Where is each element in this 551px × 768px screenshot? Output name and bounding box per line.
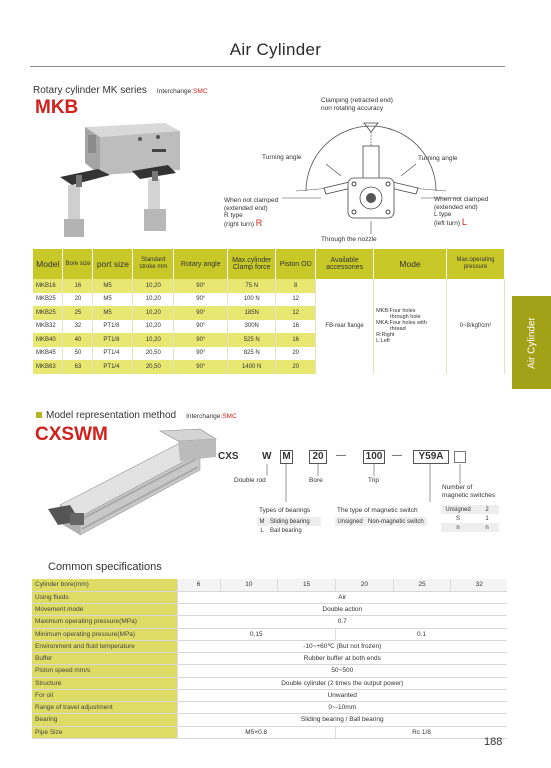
cell: 16 [63,279,93,293]
cell: Non-magnetic switch [368,518,424,525]
switch-type-title: The type of magnetic switch [337,507,418,514]
switch-count-table [441,505,499,532]
cell: 90° [174,293,228,307]
table-row [32,689,507,701]
side-tab [512,296,551,389]
spec-label: Structure [32,677,177,689]
cell: MKB63 [33,360,63,374]
switch-type-table [335,517,427,526]
page-number: 188 [484,736,503,748]
cell: 8 [276,279,316,293]
interchange-label-2: Interchange: [186,413,223,420]
label-num-switches [442,484,495,499]
spec-label: Maximum operating pressure(MPa) [32,616,177,628]
turning-angle-left: Turning angle [262,154,302,161]
table-row [32,591,507,603]
header-bore: Bore size [63,249,93,279]
label-bore: Bore [309,477,323,484]
mode-line: R:Right [376,332,395,339]
page-title: Air Cylinder [229,40,322,59]
spec-label: Buffer [32,653,177,665]
cell: 10,20 [133,279,174,293]
cell: 12 [276,306,316,320]
bore-value: 20 [335,579,393,591]
header-stroke: Standard stroke mm [133,249,174,279]
code-blank-box [454,451,466,463]
clamping-label-line2: non rotating accuracy [321,104,384,112]
cell: MKB32 [33,320,63,334]
cell: PT1/4 [93,360,133,374]
table-row [32,653,507,665]
code-m: M [280,450,293,464]
header-pressure: Max.operating pressure [446,249,504,279]
cell: 20 [63,293,93,307]
spec-value: Double action [177,604,507,616]
spec-label: Bearing [32,714,177,726]
table-row [257,517,321,526]
model-name-cxswm: CXSWM [35,424,108,445]
mode-line: MKB:Four holes [376,308,416,315]
cell: 75 N [228,279,276,293]
spec-value: Rc 1/8 [335,726,507,738]
cell: 10,20 [133,293,174,307]
cell: 90° [174,320,228,334]
cell: 16 [276,333,316,347]
mode-line: L:Left [376,338,390,345]
cell: 525 N [228,333,276,347]
accessories-cell: FB-rear flange [316,279,374,374]
mode-cell [374,279,447,374]
l-type-line3: L type [434,211,452,218]
cell: 16 [276,320,316,334]
mkb-product-image [40,115,190,245]
cell: 25 [63,306,93,320]
mode-line: thread [390,326,406,333]
cell: S [455,515,460,522]
section2-heading [36,410,237,421]
r-type-label [224,197,278,228]
table-row [32,714,507,726]
header-clamp: Max.cylinder Clamp force [228,249,276,279]
cell: 20 [276,360,316,374]
cell: n [485,524,489,531]
mkb-table-header [33,249,505,279]
cell: M5 [93,279,133,293]
table-row [441,514,499,523]
spec-label: Range of travel adjustment [32,702,177,714]
header-accessories: Available accessories [316,249,374,279]
model-name-mkb: MKB [35,97,79,118]
table-row [32,628,507,640]
cell: 20,50 [133,360,174,374]
section2-title: Model representation method [46,410,177,421]
cell: Sliding bearing [270,518,310,525]
table-row [33,279,505,293]
table-row [32,579,507,591]
turning-angle-right: Turning angle [418,155,458,162]
cell: M5 [93,293,133,307]
mode-line: MKA:Four holes with [376,320,427,327]
interchange-brand: SMC [193,88,208,95]
cell: 12 [276,293,316,307]
cell: 90° [174,360,228,374]
r-type-line1: When not clamped [224,197,279,204]
cell: PT1/8 [93,320,133,334]
bearing-types-table [257,517,321,535]
cell: 10,20 [133,333,174,347]
cell: 100 N [228,293,276,307]
series-name: Rotary cylinder MK series [33,85,147,96]
cell: 90° [174,279,228,293]
mkb-spec-table [33,249,505,374]
cell: MKB16 [33,279,63,293]
code-trip: 100 [363,450,385,464]
cell: Unsigned [337,518,363,525]
spec-label: For oil [32,689,177,701]
spec-label: Minimum operating pressure(MPa) [32,628,177,640]
interchange-label: Interchange: [156,88,194,95]
pressure-cell: 0~8/kgf/cm² [446,279,504,374]
table-row [335,517,427,526]
cell: 40 [63,333,93,347]
cell: 20 [276,347,316,361]
header-port: port size [93,249,133,279]
mode-line: through hole [390,314,421,321]
spec-value: 0~-10mm [177,702,507,714]
cell: 300N [228,320,276,334]
code-switch: Y59A [413,450,449,464]
cell: 20,50 [133,347,174,361]
label-trip: Trip [368,477,379,484]
spec-value: 0.15 [177,628,335,640]
spec-label: Pipe Size [32,726,177,738]
table-row [32,726,507,738]
cell: 1400 N [228,360,276,374]
label-double-rod: Double rod [234,477,266,484]
clamping-label-line1: Clamping (retracted end) [321,97,393,104]
cell: 90° [174,333,228,347]
r-type-line3: R type [224,212,243,219]
table-row [32,640,507,652]
interchange-brand-2: SMC [222,413,237,420]
spec-value: Double cylinder (2 times the output power) [177,677,507,689]
bearing-types-title: Types of bearings [259,507,311,514]
cell: 63 [63,360,93,374]
cell: 2 [485,506,489,513]
cell: PT1/4 [93,347,133,361]
l-type-line1: When not clamped [434,196,489,203]
clamping-label [321,97,393,112]
table-row [441,505,499,514]
r-type-line4: (right turn) [224,220,254,228]
bore-value: 15 [278,579,336,591]
l-letter: L [461,216,467,227]
bullet-square-icon [36,412,42,418]
table-row [441,523,499,532]
code-prefix: CXS [218,451,239,462]
table-row [257,526,321,535]
cell: 90° [174,347,228,361]
cell: 10,20 [133,306,174,320]
spec-value: Air [177,591,507,603]
cell: MKB25 [33,293,63,307]
code-w: W [262,451,272,462]
bore-value: 25 [393,579,451,591]
cell: MKB40 [33,333,63,347]
spec-value: M5×0.8 [177,726,335,738]
table-row [32,677,507,689]
cell: Unsigned [445,506,471,513]
cell: MKB45 [33,347,63,361]
header-mode: Mode [374,249,447,279]
cell: Ball bearing [270,527,302,534]
cell: M5 [93,306,133,320]
series-heading [33,85,208,96]
r-letter: R [255,217,263,228]
spec-label: Using fluids [32,591,177,603]
spec-value: 0.1 [335,628,507,640]
spec-label: Cylinder bore(mm) [32,579,177,591]
code-dash2: — [392,450,402,461]
cell: 825 N [228,347,276,361]
cell: MKB25 [33,306,63,320]
common-specs-table [32,579,507,739]
cell: M [259,518,265,525]
cell: PT1/8 [93,333,133,347]
label-num-switches-line2: magnetic switches [442,491,496,499]
spec-value: Unwanted [177,689,507,701]
nozzle-label: Through the nozzle [321,236,377,243]
cell: 185N [228,306,276,320]
spec-value: Rubber buffer at both ends [177,653,507,665]
bore-value: 6 [177,579,220,591]
spec-label: Piston speed mm/s [32,665,177,677]
cell: n [456,524,460,531]
r-type-line2: (extended end) [224,204,268,212]
bore-value: 10 [220,579,278,591]
spec-value: -10~+60℃ (But not frozen) [177,640,507,652]
spec-value: 0.7 [177,616,507,628]
cell: 50 [63,347,93,361]
cell: 90° [174,306,228,320]
l-type-label [434,196,488,227]
code-dash1: — [336,450,346,461]
header-rotary: Rotary angle [174,249,228,279]
spec-value: 50~500 [177,665,507,677]
cell: 1 [485,515,489,522]
bore-value: 32 [451,579,507,591]
side-tab-label: Air Cylinder [526,316,537,369]
table-row [32,616,507,628]
header-model: Model [33,249,63,279]
spec-label: Movement mode [32,604,177,616]
code-bore: 20 [309,450,327,464]
cell: L [260,527,264,534]
table-row [32,702,507,714]
table-row [32,665,507,677]
table-row [32,604,507,616]
cell: 10,20 [133,320,174,334]
specs-title: Common specifications [48,561,162,573]
title-divider [30,66,505,67]
l-type-line4: (left turn) [434,219,461,227]
spec-value: Sliding bearing / Ball bearing [177,714,507,726]
l-type-line2: (extended end) [434,203,478,211]
label-num-switches-line1: Number of [442,484,473,491]
spec-label: Environment and fluid temperature [32,640,177,652]
cxswm-product-image [40,425,220,550]
header-piston: Piston OD [276,249,316,279]
cell: 32 [63,320,93,334]
